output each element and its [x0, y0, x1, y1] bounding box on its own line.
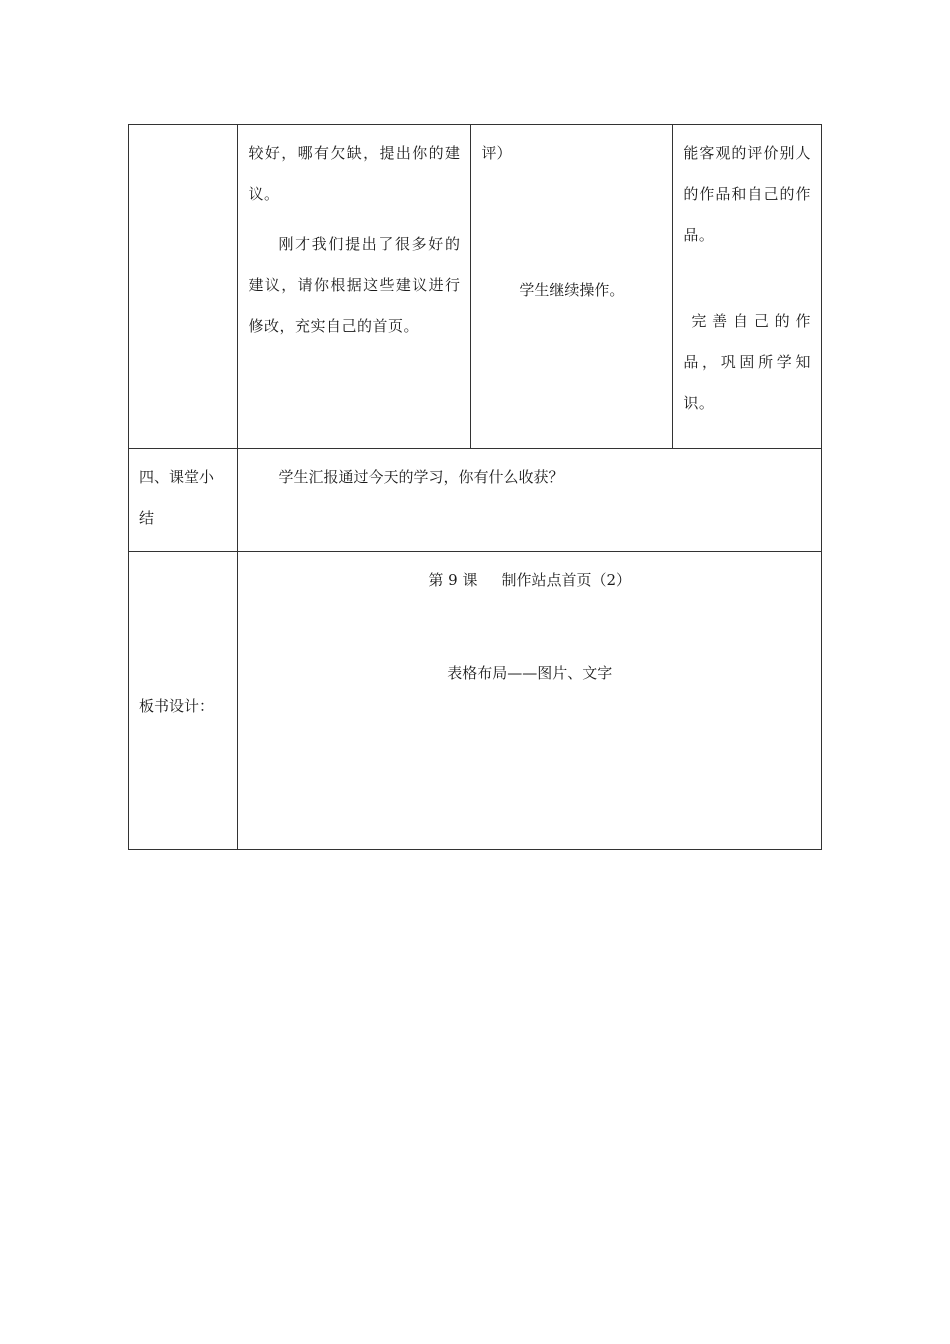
stage-cell-empty	[129, 125, 238, 449]
board-title	[238, 552, 821, 601]
lesson-plan-table	[128, 124, 822, 850]
teacher-text-suggestions: 较好，哪有欠缺，提出你的建议。	[248, 144, 461, 203]
board-design-row	[129, 552, 822, 850]
summary-label: 四、课堂小结	[139, 468, 215, 527]
activity-row	[129, 125, 822, 449]
board-lesson-number: 第 9 课	[428, 571, 478, 589]
intent-cell	[673, 125, 822, 449]
student-activity-cell	[471, 125, 673, 449]
summary-row	[129, 449, 822, 552]
board-content-cell	[238, 552, 822, 850]
summary-text: 学生汇报通过今天的学习，你有什么收获？	[278, 468, 564, 486]
intent-text-evaluate: 能客观的评价别人的作品和自己的作品。	[683, 144, 811, 244]
board-label-cell	[129, 552, 238, 850]
summary-label-cell	[129, 449, 238, 552]
student-text-evaluate: 评）	[481, 144, 512, 162]
teacher-activity-cell	[238, 125, 471, 449]
board-lesson-topic: 制作站点首页（2）	[501, 571, 632, 589]
intent-text-improve: 完善自己的作品，巩固所学知识。	[683, 312, 811, 412]
teacher-text-revise: 刚才我们提出了很多好的建议，请你根据这些建议进行修改，充实自己的首页。	[248, 235, 461, 335]
board-layout-line: 表格布局——图片、文字	[447, 664, 613, 682]
summary-content-cell	[238, 449, 822, 552]
board-label: 板书设计：	[139, 697, 215, 715]
student-text-continue: 学生继续操作。	[519, 281, 625, 299]
